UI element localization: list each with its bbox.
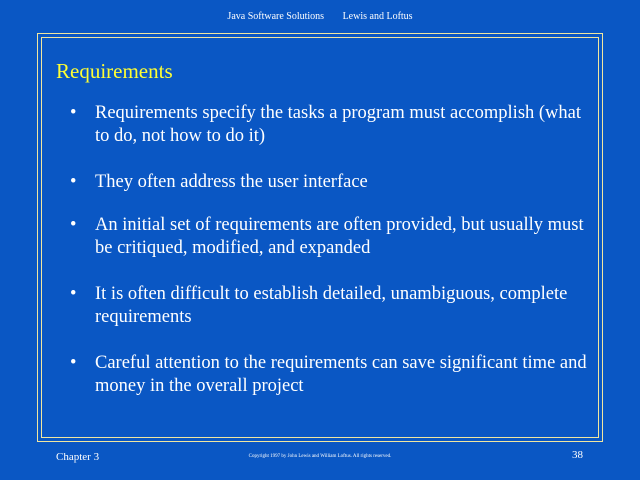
bullet-text: An initial set of requirements are often provided, but usually must be critiqued, modified, and expanded: [95, 215, 584, 258]
bullet-text: They often address the user interface: [95, 172, 368, 192]
chapter-label: Chapter 3: [56, 451, 100, 463]
page-number: 38: [572, 449, 583, 461]
bullet-text: Careful attention to the requirements can save significant time and money in the overall project: [95, 353, 587, 396]
bullet-text: It is often difficult to establish detailed, unambiguous, complete requirements: [95, 284, 568, 327]
book-title: Java Software Solutions: [227, 11, 325, 22]
copyright-notice: Copyright 1997 by John Lewis and William Loftus. All rights reserved.: [248, 454, 392, 459]
bullet-item: [70, 214, 600, 260]
bullet-dot: •: [70, 215, 77, 235]
bullet-text: Requirements specify the tasks a program must accomplish (what to do, not how to do it): [95, 103, 582, 146]
bullet-item: [70, 283, 600, 329]
bullet-dot: •: [70, 353, 77, 373]
book-authors: Lewis and Loftus: [342, 11, 413, 22]
bullet-dot: •: [70, 284, 77, 304]
bullet-item: [70, 102, 600, 148]
bullet-dot: •: [70, 172, 77, 192]
bullet-dot: •: [70, 103, 77, 123]
slide-header: [0, 11, 640, 23]
bullet-item: [70, 171, 600, 194]
bullet-list: [70, 102, 600, 398]
slide-title: Requirements: [56, 59, 173, 83]
bullet-item: [70, 352, 600, 398]
